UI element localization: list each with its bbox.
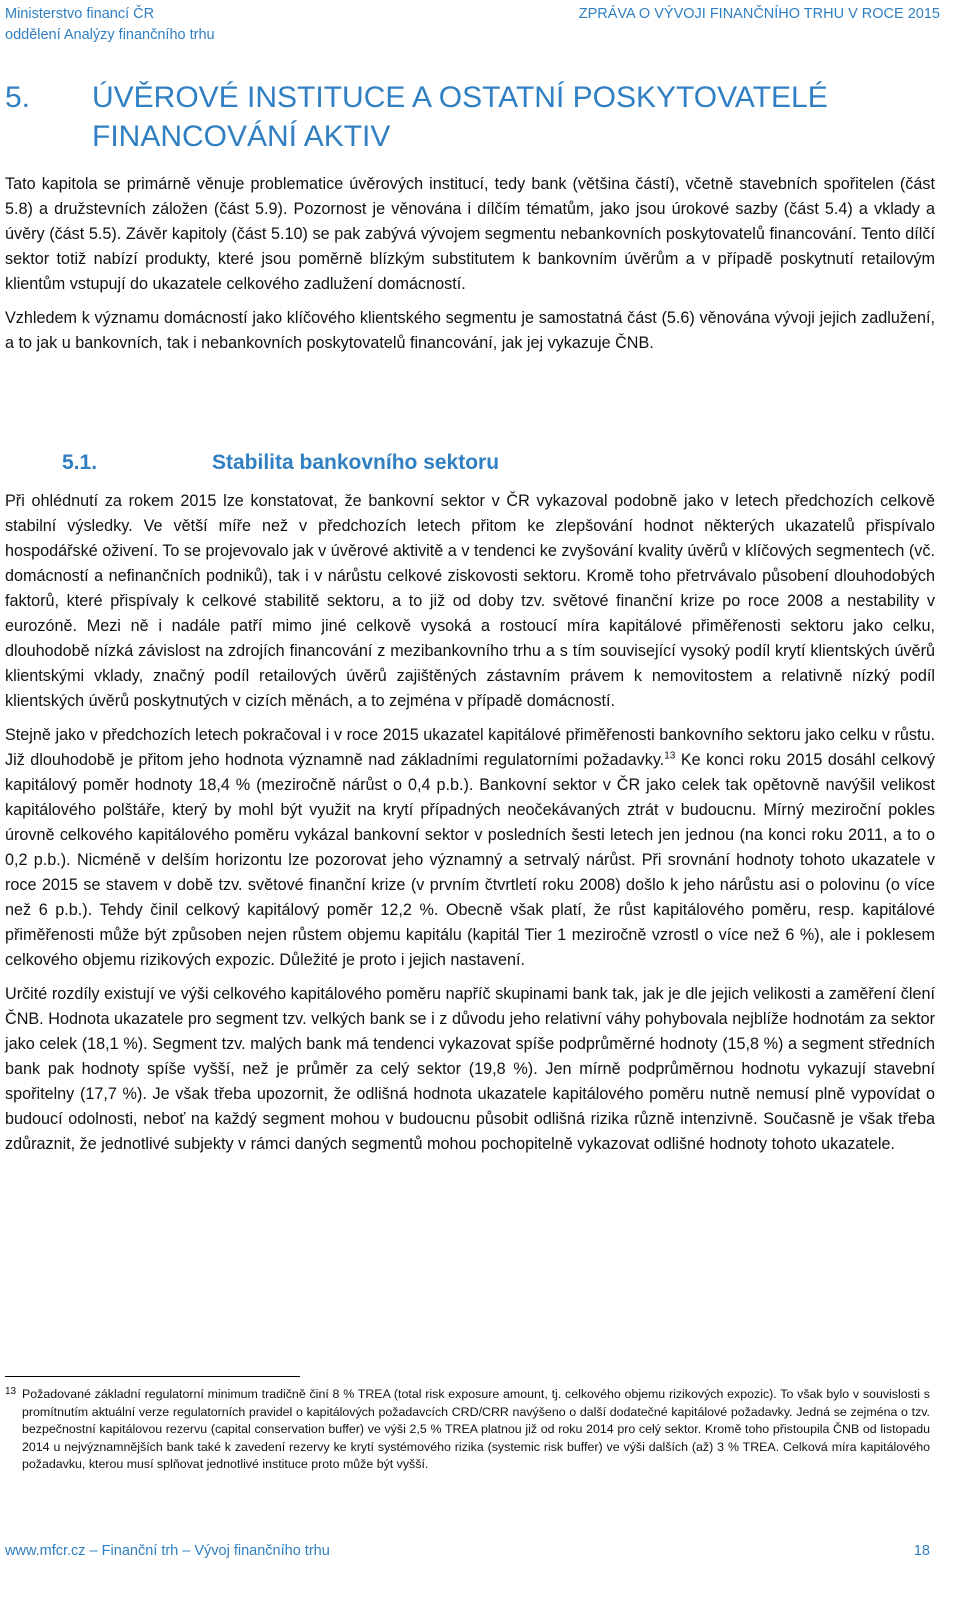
section-number: 5.1.: [62, 451, 98, 474]
paragraph-2-part-b: Ke konci roku 2015 dosáhl celkový kapitálový poměr hodnoty 18,4 % (meziročně nárůst o 0,4 p.b.). Bankovní sektor v ČR jako celek tak opětovně navýšil velikost kapitálového polštáře, který by mohl být využit na krytí případných neočekávaných ztrát v budoucnu. Mírný meziroční pokles úrovně celkového kapitálového poměru vykázal bankovní sektor v posledních šesti letech jen jednou (na konci roku 2011, a to o 0,2 p.b.). Nicméně v delším horizontu lze pozorovat jeho významný a setrvalý nárůst. Při srovnání hodnoty tohoto ukazatele v roce 2015 se stavem v době tzv. světové finanční krize (v prvním čtvrtletí roku 2008) došlo k jeho nárůstu asi o polovinu (o více než 6 p.b.). Tehdy činil celkový kapitálový poměr 12,2 %. Obecně však platí, že růst kapitálového poměru, resp. kapitálové přiměřenosti může být způsoben nejen růstem objemu kapitálu (kapitál Tier 1 meziročně vzrostl o více než 6 %), ale i poklesem celkového objemu rizikových expozic. Důležité je proto i jejich nastavení.: [5, 751, 935, 969]
paragraph-1: Při ohlédnutí za rokem 2015 lze konstatovat, že bankovní sektor v ČR vykazoval podobně jako v letech předchozích celkově stabilní výsledky. Ve větší míře než v předchozích letech přitom ke zlepšování hodnot některých ukazatelů přispívalo hospodářské oživení. To se projevovalo jak v úvěrové aktivitě a v tendenci ke zvyšování kvality úvěrů v klíčových segmentech (vč. domácností a nefinančních podniků), tak i v nárůstu celkové ziskovosti sektoru. Kromě toho přetrvávalo působení dlouhodobých faktorů, které přispívaly k celkové stabilitě sektoru, a to již od doby tzv. světové finanční krize po roce 2008 a nestability v eurozóně. Mezi ně i nadále patří mimo jiné celkově vysoká a rostoucí míra kapitálové přiměřenosti sektoru jako celku, dlouhodobě nízká závislost na zdrojích financování z mezibankovního trhu a s tím související vysoký podíl krytí klientských úvěrů klientskými vklady, značný podíl retailových úvěrů zajištěných zástavním právem k nemovitostem a relativně nízký podíl klientských úvěrů poskytnutých v cizích měnách, a to zejména v případě domácností.: [5, 492, 935, 710]
footnote-reference[interactable]: 13: [664, 750, 676, 762]
footnote-text: Požadované základní regulatorní minimum tradičně činí 8 % TREA (total risk exposure amount, tj. celkového objemu rizikových expozic). To však bylo v souvislosti s promítnutím aktuální verze regulatorních pravidel o kapitálových požadavcích CRD/CRR navýšeno o další dodatečné kapitálové požadavky. Jedná se zejména o tzv. bezpečnostní kapitálovou rezervu (capital conservation buffer) ve výši 2,5 % TREA platnou již od roku 2014 pro celý sektor. Kromě toho přistoupila ČNB od listopadu 2014 u nejvýznamnějších bank také k zavedení rezervy ke krytí systémového rizika (systemic risk buffer) ve výši dalších (až) 3 % TREA. Celková míra kapitálového požadavku, kterou musí splňovat jednotlivé instituce proto může být vyšší.: [22, 1387, 930, 1472]
section-title: Stabilita bankovního sektoru: [212, 451, 500, 474]
header-left: [5, 4, 215, 46]
chapter-title: ÚVĚROVÉ INSTITUCE A OSTATNÍ POSKYTOVATELÉ FINANCOVÁNÍ AKTIV: [92, 81, 828, 153]
chapter-number: 5.: [5, 81, 31, 114]
footer-source: www.mfcr.cz – Finanční trh – Vývoj finančního trhu: [5, 1543, 330, 1559]
ministry-name: Ministerstvo financí ČR: [5, 6, 155, 22]
page-footer: [5, 1543, 930, 1559]
paragraph-3: Určité rozdíly existují ve výši celkového kapitálového poměru napříč skupinami bank tak, jak je dle jejich velikosti a zaměření člení ČNB. Hodnota ukazatele pro segment tzv. velkých bank se i z důvodu jeho relativní váhy pohybovala nejblíže hodnotám za sektor jako celek (18,1 %). Segment tzv. malých bank má tendenci vykazovat spíše podprůměrné hodnoty (15,8 %) a segment středních bank pak hodnoty spíše vyšší, než je průměr za celý sektor (19,8 %). Jen mírně podprůměrnou hodnotu vykazují stavební spořitelny (17,7 %). Je však třeba upozornit, že odlišná hodnota ukazatele kapitálového poměru nutně nemusí plně vypovídat o budoucí odolnosti, neboť na každý segment mohou v budoucnu působit odlišná rizika různě intenzivně. Současně je však třeba zdůraznit, že jednotlivé subjekty v rámci daných segmentů mohou pochopitelně vykazovat odlišné hodnoty tohoto ukazatele.: [5, 985, 935, 1153]
footnote-divider: [5, 1376, 300, 1377]
footnote-number: 13: [5, 1386, 17, 1397]
paragraph-2-part-a: Stejně jako v předchozích letech pokračoval i v roce 2015 ukazatel kapitálové přiměřenosti bankovního sektoru jako celku v růstu. Již dlouhodobě je přitom jeho hodnota významně nad základními regulatorními požadavky.: [5, 726, 935, 769]
report-title: ZPRÁVA O VÝVOJI FINANČNÍHO TRHU V ROCE 2015: [578, 6, 940, 22]
chapter-heading: [5, 78, 935, 156]
intro-paragraph-2: Vzhledem k významu domácností jako klíčového klientského segmentu je samostatná část (5.6) věnována vývoji jejich zadlužení, a to jak u bankovních, tak i nebankovních poskytovatelů financování, jak jej vykazuje ČNB.: [5, 309, 935, 352]
paragraph-2: [5, 723, 935, 973]
section-body: [5, 489, 935, 1166]
footnote: [5, 1386, 930, 1474]
section-heading: [62, 449, 499, 477]
intro-text: [5, 172, 935, 365]
page-number: 18: [913, 1543, 930, 1559]
page-header: [5, 4, 940, 48]
intro-paragraph-1: Tato kapitola se primárně věnuje problematice úvěrových institucí, tedy bank (většina částí), včetně stavebních spořitelen (část 5.8) a družstevních záložen (část 5.9). Pozornost je věnována i dílčím tématům, jako jsou úrokové sazby (část 5.4) a vklady a úvěry (část 5.5). Závěr kapitoly (část 5.10) se pak zabývá vývojem segmentu nebankovních poskytovatelů financování. Tento dílčí sektor totiž nabízí produkty, které jsou poměrně blízkým substitutem k bankovním úvěrům a v případě poskytnutí retailovým klientům vstupují do ukazatele celkového zadlužení domácností.: [5, 175, 935, 293]
department-name: oddělení Analýzy finančního trhu: [5, 27, 215, 43]
